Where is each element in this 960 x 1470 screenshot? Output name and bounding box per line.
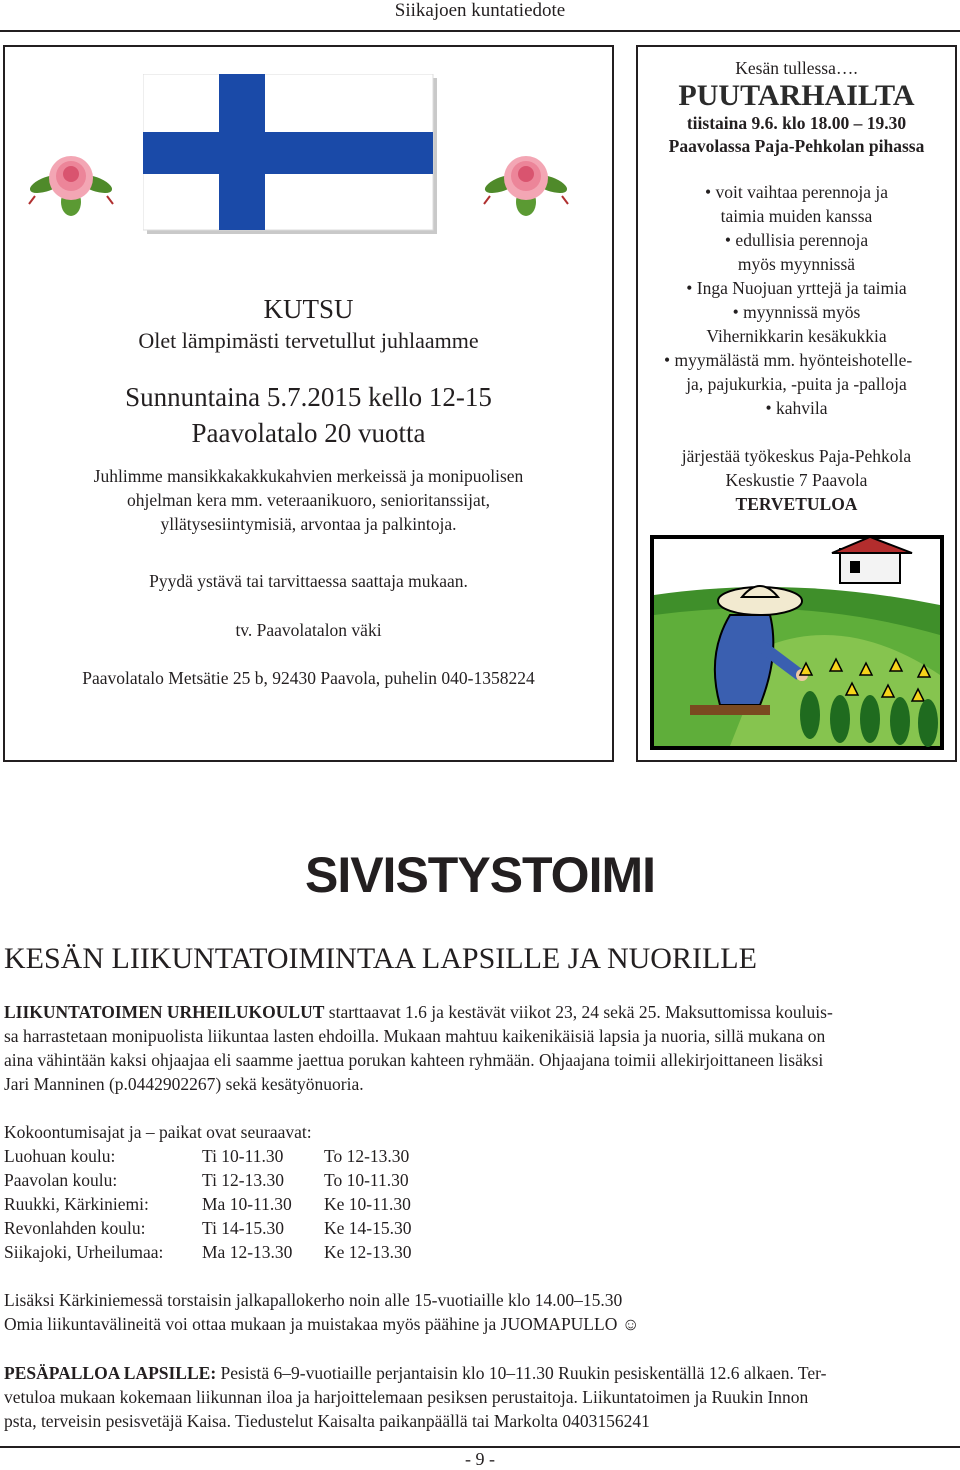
intro-line-3: aina vähintään kaksi ohjaajaa eli saamme jaettua porukan kahteen ryhmään. Ohjaajana toimii allekirjoittaneen lisäksi bbox=[4, 1050, 824, 1070]
bullet-item-cont: taimia muiden kanssa bbox=[720, 206, 873, 226]
garden-time: tiistaina 9.6. klo 18.00 – 19.30 bbox=[686, 113, 907, 133]
table-row: Siikajoki, Urheilumaa: Ma 12-13.30 Ke 12-13.30 bbox=[4, 1242, 412, 1262]
garden-org-address: Keskustie 7 Paavola bbox=[725, 470, 868, 490]
header-rule bbox=[0, 30, 960, 32]
intro-paragraph bbox=[4, 1000, 956, 1096]
pesis-line-1: Pesistä 6–9-vuotiaille perjantaisin klo 10–11.30 Ruukin pesiskentällä 12.6 alkaen. Ter- bbox=[216, 1363, 827, 1383]
garden-bullets bbox=[636, 180, 957, 420]
bullet-item: • kahvila bbox=[765, 398, 828, 418]
page-number: - 9 - bbox=[465, 1449, 495, 1469]
garden-organizer: järjestää työkeskus Paja-Pehkola bbox=[681, 446, 912, 466]
garden-intro: Kesän tullessa…. bbox=[735, 58, 858, 78]
table-row: Ruukki, Kärkiniemi: Ma 10-11.30 Ke 10-11.30 bbox=[4, 1194, 411, 1214]
bullet-item: • Inga Nuojuan yrttejä ja taimia bbox=[686, 278, 907, 298]
intro-bold: LIIKUNTATOIMEN URHEILUKOULUT bbox=[4, 1002, 325, 1022]
page-header: Siikajoen kuntatiedote bbox=[394, 0, 566, 21]
invite-friend: Pyydä ystävä tai tarvittaessa saattaja mukaan. bbox=[149, 571, 468, 591]
rose-right-image bbox=[482, 146, 570, 218]
intro-line-2: sa harrastetaan monipuolista liikuntaa lasten ehdoilla. Mukaan mahtuu kaikenikäisiä lapsia ja nuoria, sillä mukana on bbox=[4, 1026, 826, 1046]
bullet-item: • edullisia perennoja bbox=[724, 230, 869, 250]
table-row: Luohuan koulu: Ti 10-11.30 To 12-13.30 bbox=[4, 1146, 410, 1166]
invite-desc-3: yllätysesiintymisiä, arvontaa ja palkintoja. bbox=[160, 514, 457, 534]
garden-evening-text bbox=[636, 56, 957, 516]
schedule-title: Kokoontumisajat ja – paikat ovat seuraavat: bbox=[4, 1122, 312, 1142]
bullet-item-cont: myös myynnissä bbox=[737, 254, 856, 274]
gardener-illustration bbox=[650, 535, 944, 750]
invite-event: Paavolatalo 20 vuotta bbox=[191, 418, 426, 448]
pesis-line-2: vetuloa mukaan kokemaan liikunnan iloa ja harjoittelemaan pesiksen perustaitoja. Liikuntatoimen ja Ruukin Innon bbox=[4, 1387, 809, 1407]
invite-date: Sunnuntaina 5.7.2015 kello 12-15 bbox=[125, 382, 492, 412]
bullet-item: • myymälästä mm. hyönteishotelle- bbox=[664, 350, 913, 370]
intro-line-4: Jari Manninen (p.0442902267) sekä kesätyönuoria. bbox=[4, 1074, 364, 1094]
section-subtitle: KESÄN LIIKUNTATOIMINTAA LAPSILLE JA NUORILLE bbox=[4, 942, 757, 975]
pesis-bold: PESÄPALLOA LAPSILLE: bbox=[4, 1363, 217, 1383]
garden-place: Paavolassa Paja-Pehkolan pihassa bbox=[668, 136, 925, 156]
extra-line-1: Lisäksi Kärkiniemessä torstaisin jalkapallokerho noin alle 15-vuotiaille klo 14.00–15.30 bbox=[4, 1290, 623, 1310]
pesis-line-3: psta, terveisin pesisvetäjä Kaisa. Tiedustelut Kaisalta paikanpäällä tai Markolta 0403156241 bbox=[4, 1411, 650, 1431]
invite-sign: tv. Paavolatalon väki bbox=[235, 620, 382, 640]
invite-desc-1: Juhlimme mansikkakakkukahvien merkeissä ja monipuolisen bbox=[93, 466, 524, 486]
bullet-item: • voit vaihtaa perennoja ja bbox=[704, 182, 888, 202]
invite-desc-2: ohjelman kera mm. veteraanikuoro, senioritanssijat, bbox=[126, 490, 490, 510]
footer-rule bbox=[0, 1446, 960, 1448]
extra-paragraph bbox=[4, 1288, 956, 1336]
section-title: SIVISTYSTOIMI bbox=[304, 847, 656, 903]
table-row: Paavolan koulu: Ti 12-13.30 To 10-11.30 bbox=[4, 1170, 409, 1190]
invite-heading: KUTSU bbox=[263, 294, 354, 324]
intro-line-1: starttaavat 1.6 ja kestävät viikot 23, 24 sekä 25. Maksuttomissa kouluis- bbox=[324, 1002, 833, 1022]
invite-address: Paavolatalo Metsätie 25 b, 92430 Paavola, puhelin 040-1358224 bbox=[82, 668, 535, 688]
extra-line-2: Omia liikuntavälineitä voi ottaa mukaan ja muistakaa myös päähine ja JUOMAPULLO ☺ bbox=[4, 1314, 640, 1334]
invite-welcome: Olet lämpimästi tervetullut juhlaamme bbox=[138, 328, 479, 353]
finnish-flag-image bbox=[143, 74, 439, 236]
schedule-table bbox=[4, 1144, 423, 1264]
invitation-text bbox=[3, 292, 614, 536]
rose-left-image bbox=[27, 146, 115, 218]
bullet-item: • myynnissä myös bbox=[732, 302, 861, 322]
garden-welcome: TERVETULOA bbox=[735, 494, 858, 514]
bullet-item-cont: ja, pajukurkia, -puita ja -palloja bbox=[686, 374, 907, 394]
pesis-paragraph bbox=[4, 1361, 956, 1433]
bullet-item-cont: Vihernikkarin kesäkukkia bbox=[706, 326, 887, 346]
table-row: Revonlahden koulu: Ti 14-15.30 Ke 14-15.30 bbox=[4, 1218, 412, 1238]
garden-title: PUUTARHAILTA bbox=[678, 79, 915, 112]
